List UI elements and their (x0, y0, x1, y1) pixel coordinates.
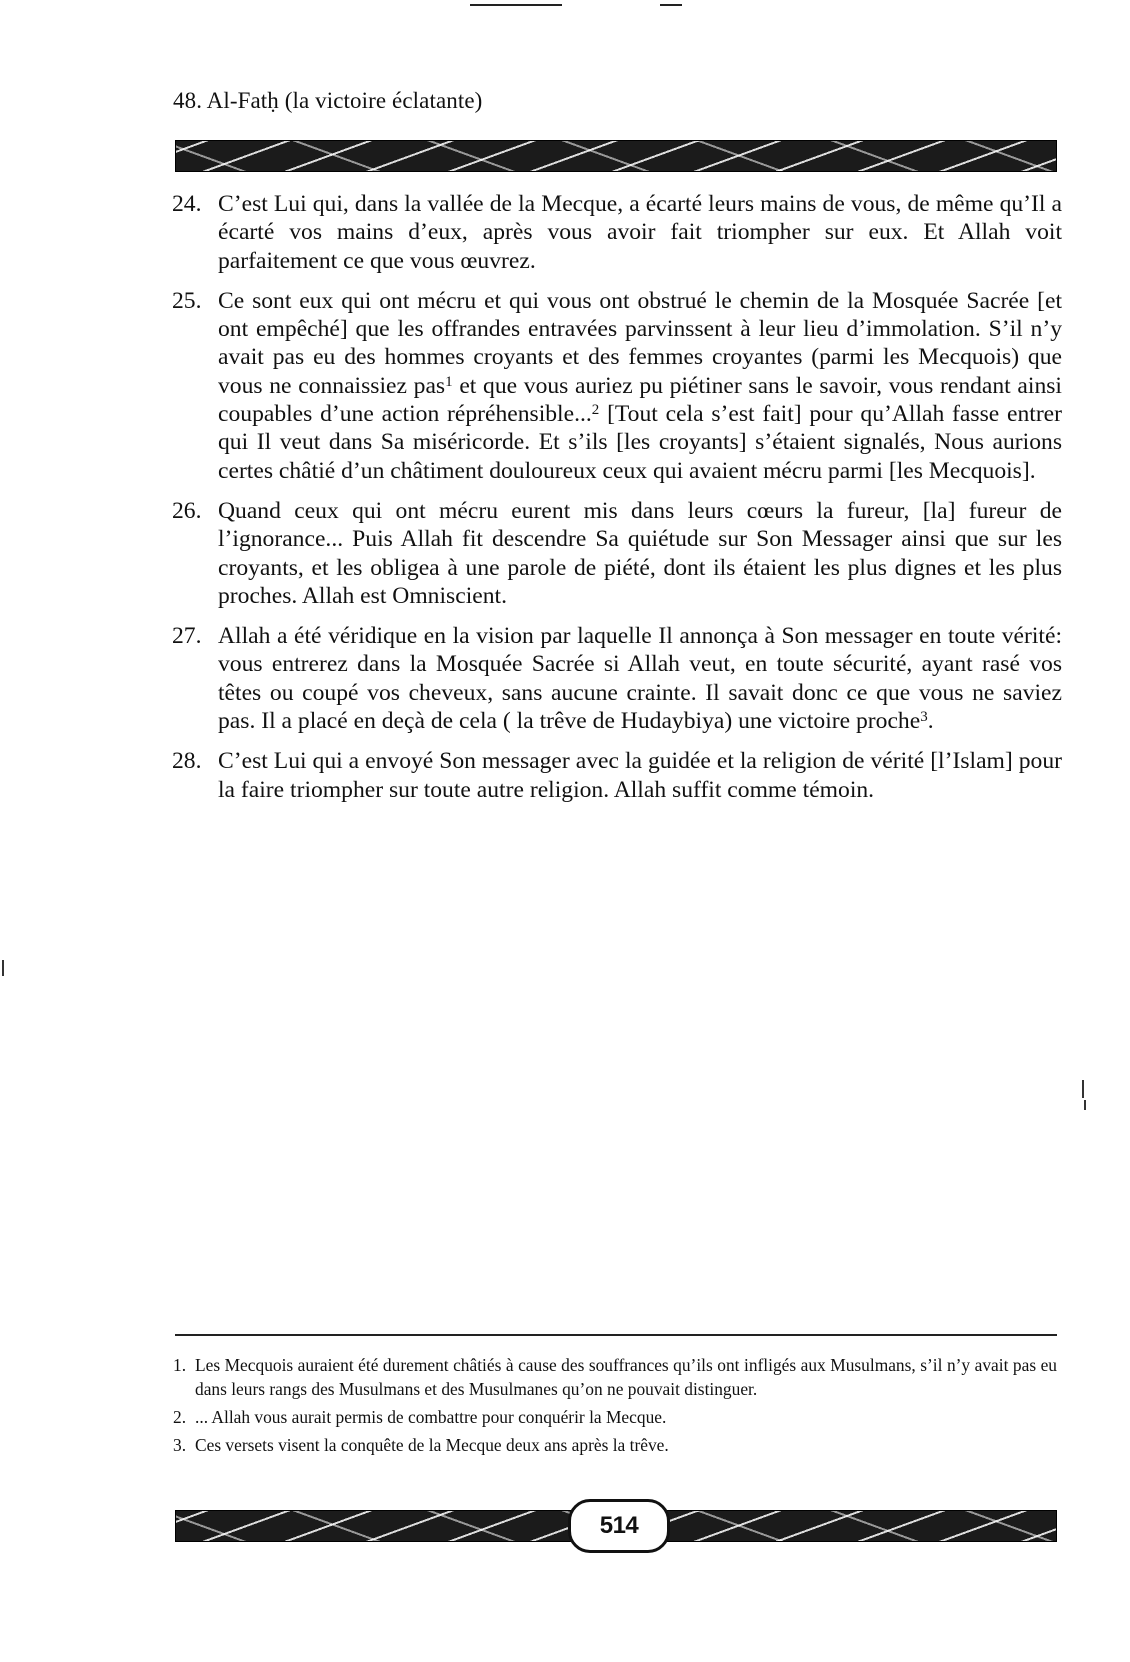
verse-28 (172, 747, 1062, 804)
top-scan-mark (470, 4, 562, 6)
verse-text: C’est Lui qui a envoyé Son messager avec la guidée et la religion de vérité [l’Islam] pour la faire triompher sur toute autre religion. Allah suffit comme témoin. (218, 748, 1062, 803)
verse-text: Quand ceux qui ont mécru eurent mis dans leurs cœurs la fureur, [la] fureur de l’ignorance... Puis Allah fit descendre Sa quiétude sur Son Messager ainsi que sur les croyants, et les obligea à une parole de piété, dont ils étaient les plus dignes et les plus proches. Allah est Omniscient. (218, 497, 1062, 609)
top-scan-mark (660, 4, 682, 6)
verse-text (218, 622, 1062, 735)
verse-text: C’est Lui qui, dans la vallée de la Mecque, a écarté leurs mains de vous, de même qu’Il a écarté vos mains d’eux, après vous avoir fait triompher sur eux. Et Allah voit parfaitement ce que vous œuvrez. (218, 191, 1062, 274)
footnote-3 (173, 1433, 1057, 1457)
verse-number: 28. (172, 748, 202, 775)
verse-number: 26. (172, 497, 202, 524)
verse-text-part: Ce sont eux qui ont mécru et qui vous ont obstrué le chemin de la Mosquée Sacrée [et ont empêché] que les offrandes entravées parvinssent à leur lieu d’immolation. S’il n’y avait pas eu des hommes croyants et des femmes croyantes (parmi les Mecquois) que vous ne connaissiez pas (218, 287, 1062, 399)
verse-27 (172, 622, 1062, 735)
footnote-number: 1. (173, 1355, 187, 1375)
footnote-list (173, 1353, 1057, 1461)
footnote-divider (175, 1334, 1057, 1336)
verse-list (172, 190, 1062, 816)
footnote-ref-2: 2 (591, 402, 600, 419)
footnote-2 (173, 1405, 1057, 1429)
scan-speck (1084, 1100, 1086, 1110)
page-number: 514 (568, 1499, 670, 1553)
verse-text-part: . (927, 708, 934, 735)
verse-number: 24. (172, 191, 202, 217)
footnote-text: Ces versets visent la conquête de la Mecque deux ans après la trêve. (195, 1435, 669, 1455)
verse-text-part: Allah a été véridique en la vision par laquelle Il annonça à Son messager en toute vérité: vous entrerez dans la Mosquée Sacrée si Allah veut, en toute sécurité, ayant rasé vos têtes ou coupé vos cheveux, sans aucune crainte. Il savait donc ce que vous ne saviez pas. Il a placé en deçà de cela ( la trêve de Hudaybiya) une victoire proche (218, 623, 1062, 735)
verse-24 (172, 190, 1062, 275)
footnote-ref-1: 1 (445, 373, 453, 390)
verse-number: 25. (172, 287, 202, 314)
scan-speck (2, 960, 4, 976)
footnote-1 (173, 1353, 1057, 1401)
footnote-ref-3: 3 (920, 709, 928, 726)
footnote-number: 3. (173, 1435, 187, 1455)
verse-26 (172, 497, 1062, 610)
footnote-text: Les Mecquois auraient été durement châtiés à cause des souffrances qu’ils ont infligés aux Musulmans, s’il n’y avait pas eu dans leurs rangs des Musulmans et des Musulmanes qu’on ne pouvait distinguer. (195, 1355, 1057, 1399)
scan-speck (1082, 1080, 1084, 1098)
ornamental-band-top (175, 140, 1057, 172)
verse-text-part: [Tout cela s’est fait] pour qu’Allah fasse entrer qui Il veut dans Sa miséricorde. Et s’ils [les croyants] s’étaient signalés, Nous aurions certes châtié d’un châtiment douloureux ceux qui avaient mécru parmi [les Mecquois]. (218, 401, 1063, 484)
verse-text-part: et que vous auriez pu piétiner sans le savoir, vous rendant ainsi coupables d’une action répréhensible... (218, 372, 1062, 428)
verse-text (218, 287, 1062, 485)
footnote-text: ... Allah vous aurait permis de combattre pour conquérir la Mecque. (195, 1407, 667, 1427)
verse-number: 27. (172, 623, 202, 650)
verse-25 (172, 287, 1062, 485)
running-header: 48. Al-Fatḥ (la victoire éclatante) (173, 88, 483, 113)
footnote-number: 2. (173, 1407, 187, 1427)
